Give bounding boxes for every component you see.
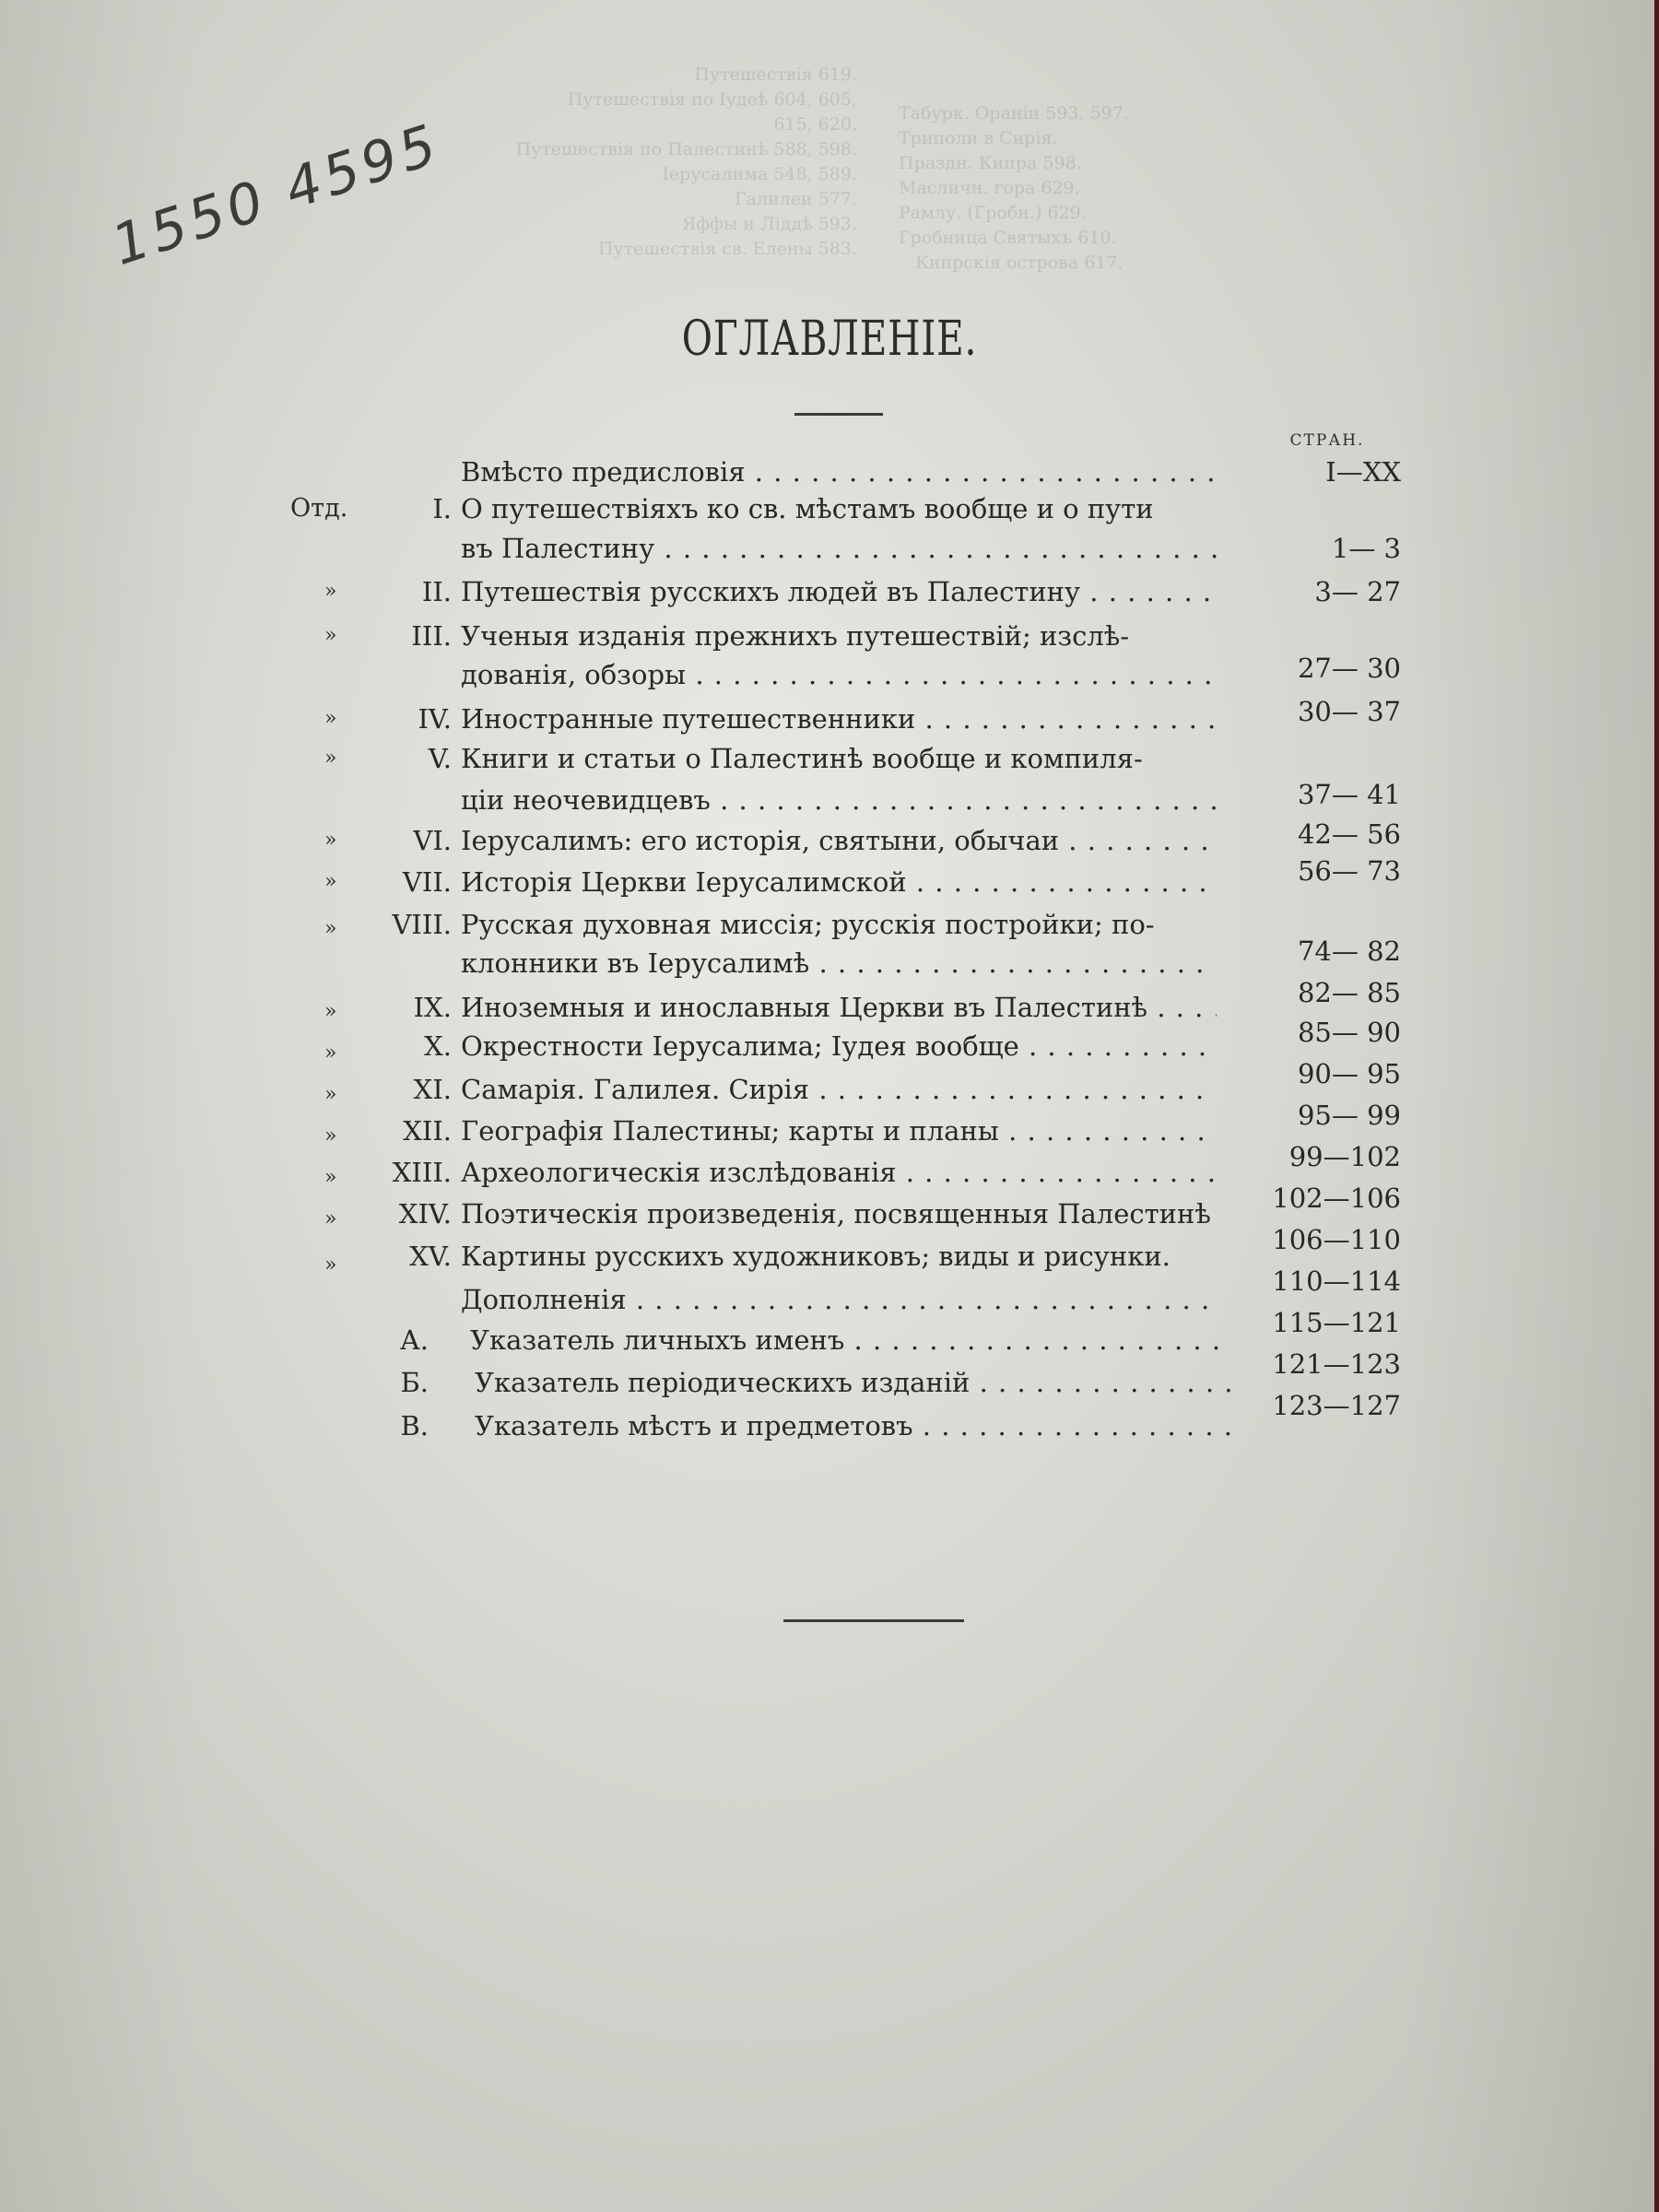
toc-section-pages: 82— 85 — [1297, 977, 1401, 1008]
ditto-mark: » — [324, 1124, 337, 1147]
toc-section-number: XI. — [413, 1074, 452, 1105]
toc-section-number: XV. — [409, 1241, 452, 1272]
toc-section-title-continued: въ Палестину . . . — [461, 530, 1217, 567]
toc-section-title-continued: клонники въ Іерусалимѣ . . . — [461, 945, 1217, 982]
toc-section-pages: 30— 37 — [1297, 696, 1401, 727]
toc-section-pages: 3— 27 — [1314, 576, 1401, 607]
toc-section-number: IX. — [413, 992, 452, 1023]
ditto-mark: » — [324, 1253, 337, 1277]
toc-section-title-continued: дованія, обзоры . . . — [461, 656, 1217, 693]
toc-section-number: VI. — [413, 825, 452, 856]
toc-section-pages: 42— 56 — [1297, 818, 1401, 850]
toc-supplements-pages: 110—114 — [1272, 1265, 1401, 1297]
toc-section-number: VIII. — [392, 909, 452, 940]
ditto-mark: » — [324, 1207, 337, 1230]
toc-section-title: Поэтическія произведенія, посвященныя Палестинѣ — [461, 1198, 1211, 1230]
toc-preface-pages: I—XX — [1325, 456, 1401, 488]
toc-section-title: Самарія. Галилея. Сирія . . . — [461, 1071, 1217, 1108]
toc-index-pages: 123—127 — [1272, 1390, 1401, 1421]
toc-section-title: Картины русскихъ художниковъ; виды и рисунки. — [461, 1241, 1171, 1272]
toc-section-number: XIV. — [398, 1198, 452, 1230]
toc-index-label: Указатель періодическихъ изданій . . . — [475, 1364, 1230, 1401]
ditto-mark: » — [324, 1000, 337, 1023]
toc-index-pages: 115—121 — [1272, 1307, 1401, 1338]
toc-section-pages: 95— 99 — [1297, 1100, 1401, 1131]
toc-section-pages: 74— 82 — [1297, 935, 1401, 967]
bleed-through-text-left: Путешествія 619. Путешествія по Іудеѣ 604, 605, 615, 620. Путешествія по Палестинѣ 588, 598. Іерусалима 548, 589. Галилеи 577. Яффы и Ліддѣ 593. Путешествія св. Елены 583. — [515, 65, 857, 259]
toc-section-number: V. — [428, 743, 452, 774]
ditto-mark: » — [324, 917, 337, 940]
toc-section-number: III. — [411, 620, 452, 652]
toc-section-title: Иностранные путешественники . . . — [461, 700, 1217, 737]
toc-section-title: Исторія Церкви Іерусалимской . . . — [461, 864, 1217, 900]
ditto-mark: » — [324, 870, 337, 893]
toc-section-pages: 56— 73 — [1297, 855, 1401, 887]
handwritten-shelfmark: 1550 4595 — [104, 112, 449, 278]
ditto-mark: » — [324, 829, 337, 852]
toc-section-pages: 37— 41 — [1297, 779, 1401, 810]
toc-supplements-label: Дополненія . . . — [461, 1281, 1217, 1318]
toc-section-title: Русская духовная миссія; русскія постройки; по- — [461, 909, 1155, 940]
toc-section-number: X. — [424, 1030, 452, 1062]
toc-section-number: VII. — [402, 866, 452, 898]
toc-section-title-continued: ціи неочевидцевъ . . . — [461, 782, 1217, 818]
toc-preface-label: Вмѣсто предисловія . . . — [461, 453, 1217, 490]
toc-section-title: Географія Палестины; карты и планы . . . — [461, 1112, 1217, 1149]
end-divider — [783, 1619, 964, 1622]
ditto-mark: » — [324, 580, 337, 603]
toc-section-title: Окрестности Іерусалима; Іудея вообще . . . — [461, 1028, 1217, 1065]
toc-section-title: О путешествіяхъ ко св. мѣстамъ вообще и о пути — [461, 493, 1154, 524]
ditto-mark: » — [324, 1166, 337, 1189]
toc-section-title: Ученыя изданія прежнихъ путешествій; изслѣ- — [461, 620, 1130, 652]
toc-section-pages: 90— 95 — [1297, 1058, 1401, 1089]
toc-section-title: Путешествія русскихъ людей въ Палестину . . . — [461, 573, 1217, 610]
toc-index-pages: 121—123 — [1272, 1348, 1401, 1380]
section-prefix: Отд. — [290, 494, 348, 523]
toc-index-label: Указатель мѣстъ и предметовъ . . . — [475, 1407, 1230, 1444]
toc-section-title: Иноземныя и инославныя Церкви въ Палестинѣ . . . — [461, 989, 1217, 1026]
toc-section-pages: 85— 90 — [1297, 1017, 1401, 1048]
toc-index-label: Указатель личныхъ именъ . . . — [470, 1322, 1226, 1359]
toc-section-number: XII. — [403, 1115, 452, 1147]
toc-section-title: Іерусалимъ: его исторія, святыни, обычаи . . . — [461, 822, 1217, 859]
toc-section-pages: 1— 3 — [1331, 533, 1401, 564]
index-letter: А. — [399, 1324, 429, 1356]
index-letter: В. — [400, 1410, 429, 1441]
ditto-mark: » — [324, 624, 337, 647]
bleed-through-text-right: Табурк. Ораніи 593, 597. Триполи в Сирія. Праздн. Кипра 598. Масличн. гора 629. Рамлу. (Гробн.) 629. Гробница Святыхъ 610. Кипрскія острова 617. — [899, 103, 1129, 273]
pages-column-header: СТРАН. — [1289, 431, 1365, 450]
toc-section-number: IV. — [418, 703, 452, 735]
ditto-mark: » — [324, 707, 337, 730]
toc-section-pages: 27— 30 — [1297, 653, 1401, 684]
page-title: ОГЛАВЛЕНІЕ. — [681, 312, 978, 367]
toc-section-number: I. — [432, 493, 452, 524]
toc-section-pages: 102—106 — [1272, 1182, 1401, 1214]
ditto-mark: » — [324, 1083, 337, 1106]
toc-section-number: XIII. — [392, 1157, 452, 1188]
toc-section-pages: 99—102 — [1288, 1141, 1401, 1172]
ditto-mark: » — [324, 747, 337, 770]
toc-section-title: Археологическія изслѣдованія . . . — [461, 1154, 1217, 1191]
toc-section-pages: 106—110 — [1272, 1224, 1401, 1255]
toc-section-title: Книги и статьи о Палестинѣ вообще и компиля- — [461, 743, 1143, 774]
ditto-mark: » — [324, 1041, 337, 1065]
toc-section-number: II. — [421, 576, 452, 607]
index-letter: Б. — [400, 1367, 429, 1398]
